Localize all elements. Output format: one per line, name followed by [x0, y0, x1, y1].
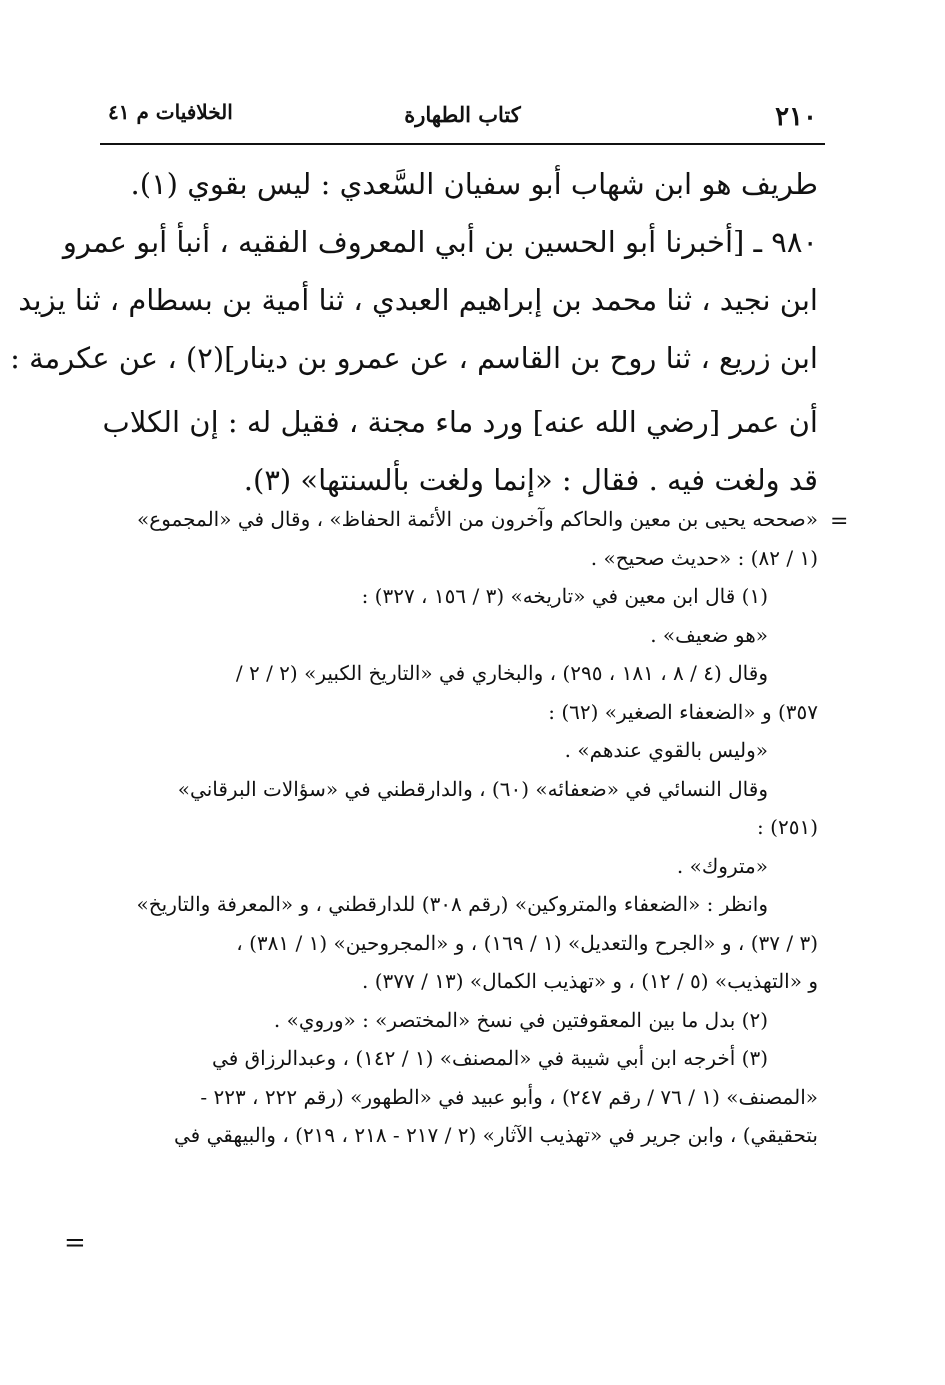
running-title: الخلافيات م ٤١	[108, 100, 233, 124]
footnote-line: وقال النسائي في «ضعفائه» (٦٠) ، والدارقطني في «سؤالات البرقاني»	[177, 776, 768, 801]
footnote-line: (٣) أخرجه ابن أبي شيبة في «المصنف» (١ / ١٤٢) ، وعبدالرزاق في	[212, 1046, 768, 1070]
footnote-line: و «التهذيب» (٥ / ١٢) ، و «تهذيب الكمال» (١٣ / ٣٧٧) .	[361, 969, 818, 993]
main-line: ابن زريع ، ثنا روح بن القاسم ، عن عمرو بن دينار](٢) ، عن عكرمة :	[10, 341, 818, 375]
footnote-continuation-mark: =	[64, 1228, 86, 1258]
footnote-line: (١ / ٨٢) : «حديث صحيح» .	[590, 545, 818, 570]
footnote-line: (١) قال ابن معين في «تاريخه» (٣ / ١٥٦ ، ٣٢٧) :	[361, 584, 768, 608]
footnote-line: وقال (٤ / ٨ ، ١٨١ ، ٢٩٥) ، والبخاري في «التاريخ الكبير» (٢ / ٢ /	[235, 661, 768, 685]
footnote-line: بتحقيقي) ، وابن جرير في «تهذيب الآثار» (٢ / ٢١٧ - ٢١٨ ، ٢١٩) ، والبيهقي في	[173, 1123, 818, 1147]
page-number: ٢١٠	[775, 102, 817, 132]
main-line: طريف هو ابن شهاب أبو سفيان السَّعدي : ليس بقوي (١).	[130, 167, 818, 201]
page-header	[100, 96, 825, 136]
footnote-line: ٣٥٧) و «الضعفاء الصغير» (٦٢) :	[548, 699, 818, 724]
footnote-line: «هو ضعيف» .	[650, 622, 768, 647]
footnote-line: «صححه يحيى بن معين والحاكم وآخرون من الأئمة الحفاظ» ، وقال في «المجموع»	[137, 507, 818, 531]
footnote-line: «وليس بالقوي عندهم» .	[564, 738, 768, 762]
footnotes	[100, 500, 818, 1155]
footnote-line: «متروك» .	[676, 853, 768, 878]
header-rule	[100, 143, 825, 145]
main-line: ٩٨٠ ـ [أخبرنا أبو الحسين بن أبي المعروف الفقيه ، أنبأ أبو عمرو	[62, 225, 818, 259]
footnote-line: (٣ / ٣٧) ، و «الجرح والتعديل» (١ / ١٦٩) ، و «المجروحين» (١ / ٣٨١) ،	[236, 930, 818, 955]
footnote-continuation-mark: =	[830, 509, 849, 534]
footnote-line: (٢٥١) :	[757, 815, 818, 839]
main-line: قد ولغت فيه . فقال : «إنما ولغت بألسنتها» (٣).	[243, 463, 818, 497]
main-line: ابن نجيد ، ثنا محمد بن إبراهيم العبدي ، ثنا أمية بن بسطام ، ثنا يزيد	[18, 283, 818, 317]
main-text	[10, 155, 818, 509]
main-line: أن عمر [رضي الله عنه] ورد ماء مجنة ، فقيل له : إن الكلاب	[102, 405, 818, 439]
footnote-line: «المصنف» (١ / ٧٦ / رقم ٢٤٧) ، وأبو عبيد في «الطهور» (رقم ٢٢٢ ، ٢٢٣ -	[200, 1084, 818, 1109]
book-title: كتاب الطهارة	[404, 102, 521, 127]
footnote-line: (٢) بدل ما بين المعقوفتين في نسخ «المختصر» : «وروي» .	[273, 1007, 768, 1032]
footnote-line: وانظر : «الضعفاء والمتروكين» (رقم ٣٠٨) للدارقطني ، و «المعرفة والتاريخ»	[136, 892, 768, 916]
